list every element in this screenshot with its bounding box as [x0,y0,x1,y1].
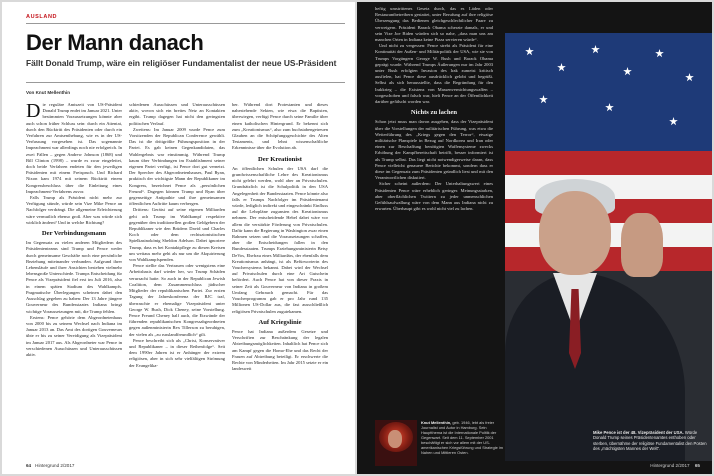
caption-text: Würde Donald Trump seines Präsidentenamtes enthoben oder sterben, übernähme der religiöse Fundamentalist den Posten des „mächtigsten Mannes der Welt“. [593,430,707,452]
header-rule [26,23,345,24]
paragraph: Sicher scheint außerdem: Der Unterhaltungswert eines Präsidenten Pence wäre erheblich geringer. Meinungsstarken, aber oberflächlichen Twittern zu jeder unmenschlichen Gefühlsaufwallung wäre von dem Mann aus Indiana nicht zu erwarten. Überhaupt gibt es wohl nicht viel zu lachen. [375,181,493,212]
paragraph: ber. Während dort Protestanten und dieses nahestehende Sekten, wie etwa die Baptisten, überwiegen, verfügt Pence durch seine Familie über einen katholischen Hintergrund. Er bekennt sich zum „Kreationismus“, also zum buchstabengetreuen Glauben an die Schöpfungsgeschichte des Alten Testaments, und lehnt wissenschaftliche Erkenntnisse über die Evolution ab. [232,102,328,151]
subheading-nichts-zu-lachen: Nichts zu lachen [410,109,458,117]
page-number: 65 [694,463,700,468]
author-bio-text: geb. 1946, lebt als freier Journalist und Autor in Hamburg. Sein Hauptthema ist die Internationale Politik der Gegenwart. Seit dem 11. September 2001 beschäftigt er sich vor allem mit der US-amerikanischen Kriegsführung und Strategie im Nahen und Mittleren Osten. [421,420,503,455]
flag-stripe [505,151,712,175]
paragraph: Pence hat Indiana außerdem Gesetze und Verschriften zur Beschränkung der legalen Abtreibungsmöglichkeiten. Inhaltlich hat Pence sich am Kampf gegen die Homo-Ehe und das Recht der Frauen auf Abtreibung beteiligt. Er erschwerte die Rechte von Minderheiten. Im Jahr 2015 setzte er ein landesweit [232,328,328,372]
author-face [388,430,402,448]
paragraph: Falls Trump als Präsident nicht mehr zur Verfügung stünde, würde sein Vize Mike Pence an Nachfolger verdrängt. Die allgemeine Erleichterung wäre vermutlich ebenso groß. Aber was würde sich wirklich ändern? Und in welche Richtung? [26,195,122,225]
caption-bold: Mike Pence ist der 48. Vizepräsident der USA. [593,430,684,435]
author-name: Knut Mellenthin, [421,420,452,425]
article-column-2 [129,102,225,450]
photo-caption [593,430,707,452]
paragraph: heftig umstrittenes Gesetz durch, das es Läden oder Restaurantbetreibern gestattet, unter Berufung auf ihre religiöse Überzeugung das Bedienen gleichgeschlechtlicher Paare zu verweigern. Präsident Barack Obama scherzte damals, er und sein Vize Joe Biden würden sich so nahe, „dass man uns am manchen Orten in Indiana keine Pizza servieren würde“. [375,6,493,43]
article-column-1 [26,102,122,450]
raised-hand [621,213,663,277]
byline-rule [26,82,345,83]
author-photo [375,420,417,466]
headline: Der Mann danach [26,30,204,55]
paragraph: Drittens: Gerätst auf seine eigenen Milliarden geht ach Trump im Wahlkampf respektive gegenüber den traditionellen großen Geldgebern der Republikaner wie den Brüdern David und Charles Koch oder dem rechtszionistischen Spielkasinokönig Sheldon Adelson. Dabei ignoriere Trump, dass es bei Kontaktpflege zu diesen Kreisen um weitaus mehr geht als nur um die Akquirierung von Wahlkampfspenden. [129,207,225,263]
paragraph: Erstens: Pence gehörte dem Abgeordnetenhaus von 2000 bis zu seinem Wechsel nach Indiana im Januar 2013 an. Das Amt des dortigen Gouverneurs übte er bis zu seiner Vereidigung als Vizepräsident im Januar 2017 aus. Als Abgeordneter war Pence in verschiedenen Ausschüssen und Unterausschüssen aktiv. [26,314,122,357]
paragraph: Im Gegensatz zu vielen anderen Mitgliedern des Präsidententeams sind Trump und Pence weder durch gemeinsame Geschäfte noch eine persönliche Beziehung miteinander verbunden. Aufgrund ihrer Lebensläufe und ihrer Ansichten bestehen vielmehr lebensgroße Unterschiede. Trumps Entscheidung für Pence als Vizepräsident fiel erst im Juli 2016, also in einem späten Stadium des Wahlkampfs. Pragmatische Überlegungen scheinen dabei den Ausschlag gegeben zu haben: Der 13 Jahre jüngere Gouverneur des Bundesstaates Indiana bringt wichtige Voraussetzungen mit, die Trump fehlen. [26,240,122,314]
page-number: 64 [26,463,32,468]
subheading-verbindungsmann: Der Verbindungsmann [41,230,107,238]
section-label: AUSLAND [26,14,58,20]
paragraph: Schon jetzt muss man davon ausgehen, dass der Vizepräsident über die Vorstellungen der militärischen Führung, was etwa die Weiterführung des „Kriegs gegen den Terror“, etwaige militärische Planspiele in Bezug auf Nordkorea und Iran oder einen zur Beschaffung benötigten Waffensysteme zwecks Erhöhung der Kampfbereitschaft betrifft, besser informiert ist als Trump selbst. Das liegt nicht notwendigerweise daran, dass Pence vielleicht genauere Berichte bekommt, sondern dass er diese im Gegensatz zum Präsidenten gründlich liest und mit den Verantwortlichen diskutiert. [375,119,493,181]
paragraph: Und nicht zu vergessen: Pence strebt als Präsident für eine Kontinuität der Außen- und Militärpolitik der USA, wie sie von Trumps Vorgängern George W. Bush und Barack Obama geprägt wurde. Während Trumps Äußerungen nur im Jahr 2003 unter Bush erfolgten Invasion des Irak zumeist kritisch ausfielen, hat Pence diese ausdrücklich gelobt und begrüßt. Selbst als sich herausstellte, dass die Begründung für den Irakkrieg – die Existenz von Massenvernichtungswaffen – vorgeschoben und falsch war, hielt Pence an der Öffentlichkeit darüber gefälscht worden war. [375,43,493,105]
footer-left [26,463,74,468]
subheading-kreationist: Der Kreationist [258,155,302,163]
footer-right [650,463,700,468]
right-page [357,2,712,474]
american-flag-background [505,33,712,151]
paragraph: Die reguläre Amtszeit von US-Präsident Donald Trump endet im Januar 2021. Unter bestimmten Voraussetzungen könnte aber auch schon früher Schluss sein: durch ein Attentat, durch den Rücktritt des Präsidenten oder durch ein Verfahren zur Amtsenthebung, wie es in der US-Verfassung vorgesehen ist. Das sogenannte Impeachment war allerdings noch nie erfolgreich. In zwei Fällen – gegen Andrew Johnson (1868) und Bill Clinton (1998) – wurde es zwar eingeleitet, doch beide Verfahren endeten für den jeweiligen Präsidenten mit einem Freispruch. Und Richard Nixon kam 1974 mit seinem Rücktritt einem Kongressbeschluss über die Einleitung eines Impeachment-Verfahrens zuvor. [26,102,122,194]
paragraph: An öffentlichen Schulen der USA darf die grundwissenschaftliche Lehre des Kreationismus nicht gelehrt werden, wohl aber an Privatschulen. Grundsätzlich ist die Schulpolitik in den USA Angelegenheit der Bundesstaaten. Pence könnte also falls er Trumps Nachfolger im Präsidentenamt würde, lediglich indirekt und eingeschränkt Einfluss auf die Lehrpläne zugunsten des Kreationismus nehmen. Der entscheidende Hebel dabei wäre vor allem die verstärkte Förderung von Privatschulen. Dafür kann die Regierung in Washington zwar einen Rahmen setzen und die Voraussetzungen schaffen, aber die Entscheidungen fallen in den Bundesstaaten. Trumps Erziehungsministerin Betsy DeVos, Ehefrau eines Milliardärs, der ebenfalls dem Kreationismus anhängt, ist als Befürworterin des Vouchersystems bekannt. Dabei wird der Wechsel auf Privatschulen durch eine Art Gutschein befördert. Auch Pence hat von dieser Praxis in seiner Zeit als Gouverneur von Indiana in großem Umfang Gebrauch gemacht. Für das Voucherprogramm gab er pro Jahr rund 135 Millionen US-Dollar aus, die fast ausschließlich religiösen Privatschulen zugutekamen. [232,165,328,314]
left-page [2,2,355,474]
issue-label: Hintergrund 2/2017 [650,463,690,468]
author-bio [421,420,505,455]
paragraph: Zweitens: Im Januar 2009 wurde Pence zum Vorsitzenden der Republican Conference gewählt. Das ist die drittgrößte Führungsposition in der Partei. Es gab keinen Gegenkandidaten, das Wahlergebnis war einstimmig. Während Trump kaum über Verbindungen im Establishment seiner eigenen Partei verfügt, ist Pence dort gut vernetzt. Der Sprecher des Abgeordnetenhauses, Paul Ryan, praktisch der wichtigste Mann der Republikaner im Kongress, bezeichnet Pence als „persönlichen Freund“. Dagegen können Trump und Ryan über gegenseitige Antipathie und ihre gemeinsamen öffentlichen Auftritte kaum verbergen. [129,126,225,207]
face [539,191,611,275]
subheadline: Fällt Donald Trump, wäre ein religiöser Fundamentalist der neue US-Präsident [26,58,337,68]
paragraph: Pence stellte das Vertrauen oder wenigstens eine Arbeitsbasis darf wieder her, wo Trump Schäden verursacht hatte. So auch in der Republican Jewish Coalition, dem Zusammenschluss jüdischer Mitglieder der republikanischen Partei. Zur ersten Tagung der Jahreskonferenz der RJC traf, überraschte er ehemalige Vizepräsident unter George W. Bush, Dick Cheney, seine Vorstellung. Pence Freund Cheney half auch, die Etzwände der führenden republikanischen Kongressabgeordneten gegen außenministerin Rex Tillerson zu beruhigen, der vielen als „zu russlandfreundlich“ gilt. [129,263,225,337]
drop-cap: D [26,102,41,122]
mike-pence-photo [505,33,712,461]
byline: Von Knut Mellenthin [26,90,71,95]
article-column-4 [375,6,493,416]
issue-label: Hintergrund 2/2017 [35,463,75,468]
paragraph: Pence beschreibt sich als „Christ, Konservativer und Republikaner – in dieser Reihenfolge“. Seit dem 1990er Jahren ist er Anhänger der extrem religiösen, aber in sich sehr vielfältigen Strömung der Evangelika- [129,337,225,368]
article-column-3 [232,102,328,450]
paragraph: schiedenen Ausschüssen und Unterausschüssen aktiv, wovon sich ein breites Netz an Kontakten ergibt. Trump dagegen hat nicht den geringsten politischen Verlauf. [129,102,225,126]
subheading-kriegslinie: Auf Kriegslinie [258,318,302,326]
